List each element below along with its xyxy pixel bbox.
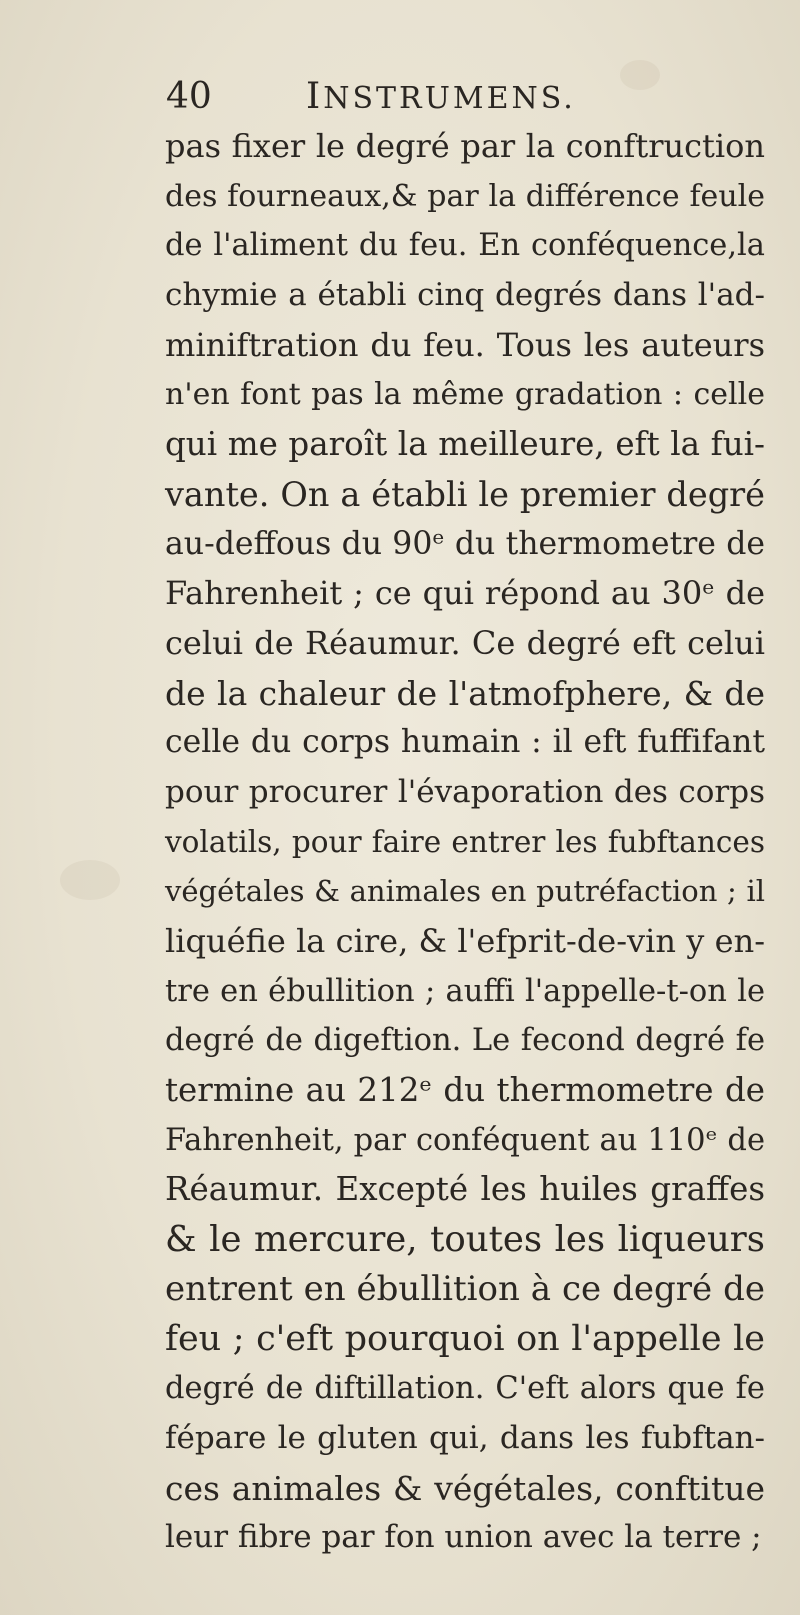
page-number: 40 [166,76,212,117]
text-line: volatils, pour faire entrer les fubftances [165,824,765,859]
text-line: celui de Réaumur. Ce degré eft celui [165,623,765,662]
text-line: qui me paroît la meilleure, eft la fui- [165,425,765,464]
text-line: fépare le gluten qui, dans les fubftan- [165,1419,765,1456]
text-line: n'en font pas la même gradation : celle [165,377,765,413]
text-line: de l'aliment du feu. En conféquence,la [165,228,765,264]
text-line: celle du corps humain : il eft fuffifant [165,724,765,761]
running-title-initial: I [306,76,324,117]
text-line: liquéfie la cire, & l'efprit-de-vin y en- [165,922,765,960]
text-line: degré de diftillation. C'eft alors que fe [165,1371,765,1407]
text-line: des fourneaux,& par la différence feule [165,178,765,214]
text-line: Réaumur. Excepté les huiles graffes [165,1170,765,1209]
text-line: chymie a établi cinq degrés dans l'ad- [165,277,765,314]
text-line: Fahrenheit ; ce qui répond au 30ᵉ de [165,574,765,613]
text-line: degré de digeftion. Le fecond degré fe [165,1023,765,1059]
running-header [166,74,686,120]
text-line: leur fibre par fon union avec la terre ; [165,1519,762,1556]
text-line: feu ; c'eft pourquoi on l'appelle le [165,1318,765,1359]
text-line: & le mercure, toutes les liqueurs [165,1219,765,1261]
text-line: tre en ébullition ; auffi l'appelle-t-on le [165,973,765,1009]
text-line: Fahrenheit, par conféquent au 110ᵉ de [165,1122,765,1158]
text-line: de la chaleur de l'atmofphere, & de [165,673,765,713]
text-line: végétales & animales en putréfaction ; il [165,874,765,909]
text-line: pour procurer l'évaporation des corps [165,773,765,810]
running-title-rest: NSTRUMENS. [323,81,576,116]
text-line: ces animales & végétales, conftitue [165,1468,765,1508]
running-title [306,74,576,122]
text-line: entrent en ébullition à ce degré de [165,1268,765,1309]
text-line: vante. On a établi le premier degré [165,474,765,514]
text-line: miniftration du feu. Tous les auteurs [165,325,765,364]
text-line: au-deffous du 90ᵉ du thermometre de [165,525,765,562]
text-line: pas fixer le degré par la conftruction [165,127,765,165]
body-text [165,122,765,1563]
text-line: termine au 212ᵉ du thermometre de [165,1071,765,1110]
paper-stain [60,860,120,900]
